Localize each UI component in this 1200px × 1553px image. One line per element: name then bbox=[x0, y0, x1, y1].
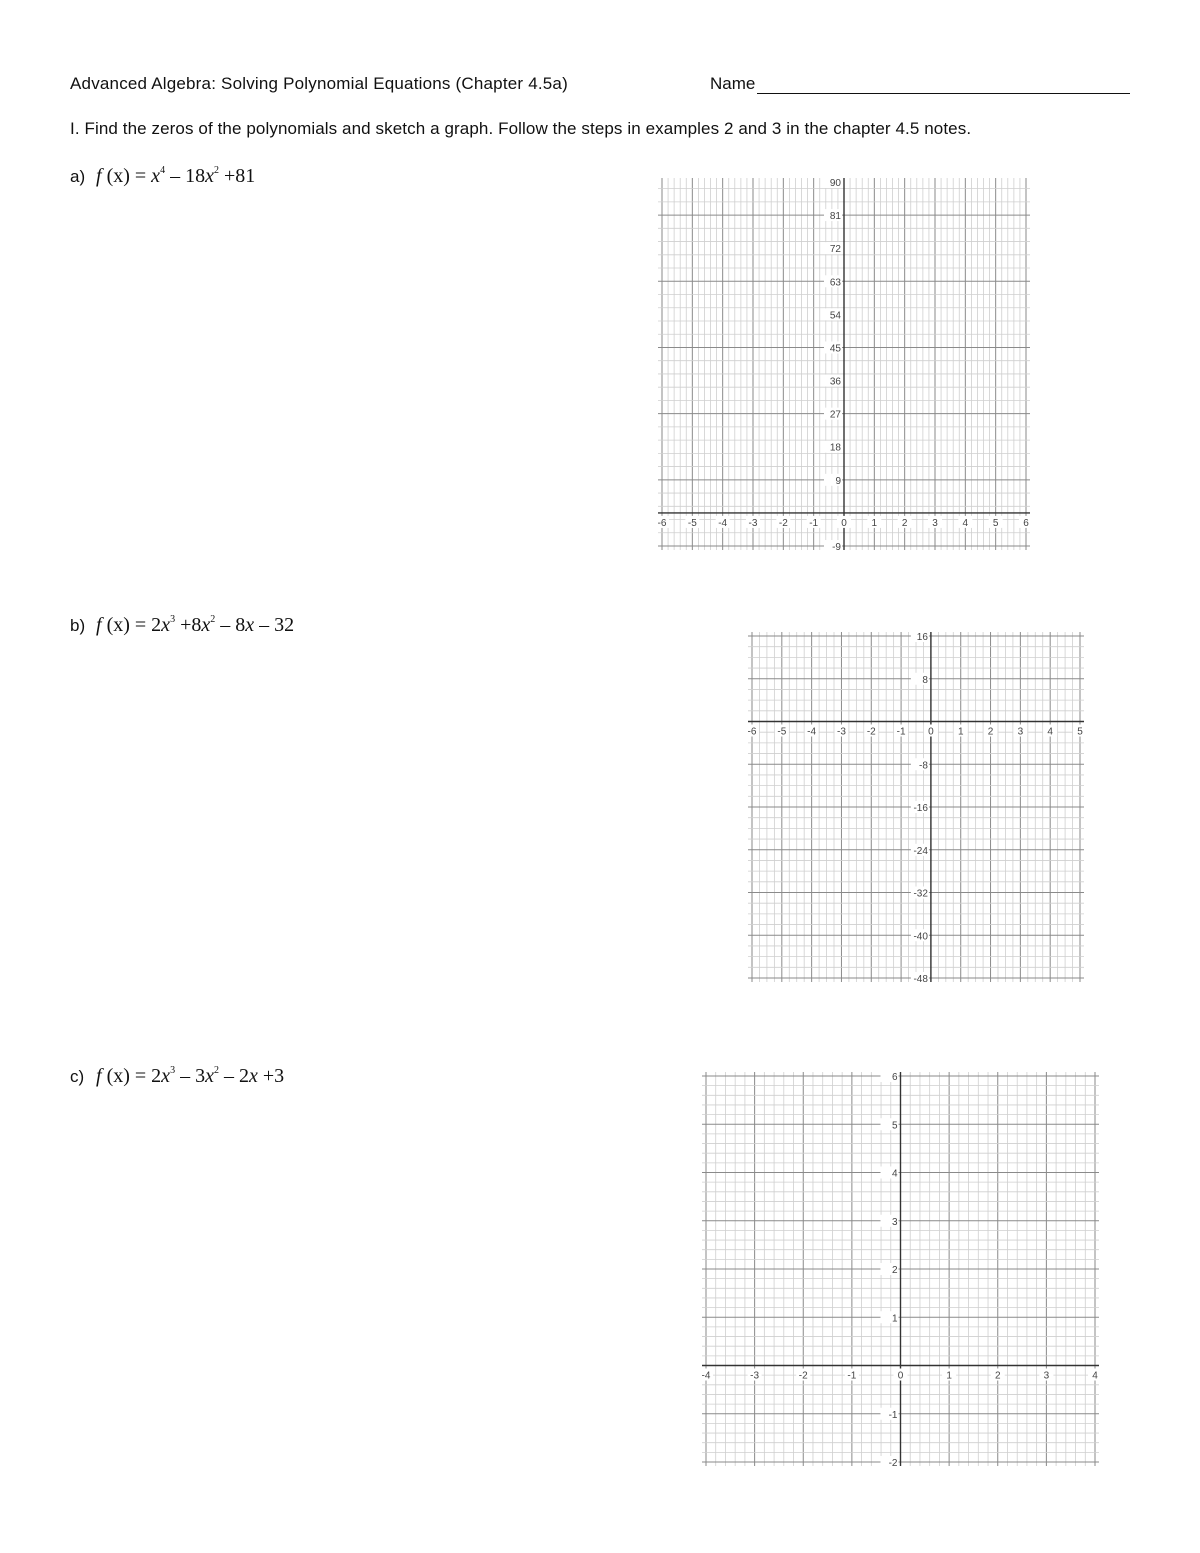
equals-sign: = bbox=[134, 614, 147, 636]
problem-a bbox=[70, 165, 255, 188]
exponent: 2 bbox=[213, 165, 219, 176]
equation bbox=[96, 1065, 284, 1087]
name-field[interactable] bbox=[710, 74, 1130, 94]
y-tick-label: -2 bbox=[888, 1458, 898, 1466]
equation-term: 2 bbox=[151, 614, 162, 636]
instructions: I. Find the zeros of the polynomials and sketch a graph. Follow the steps in examples 2 and 3 in the chapter 4.5 notes. bbox=[70, 119, 972, 138]
x-tick-label: 0 bbox=[841, 517, 847, 529]
x-tick-label: 1 bbox=[946, 1370, 952, 1382]
x-tick-label: 5 bbox=[1077, 726, 1083, 738]
graph-a-grid[interactable] bbox=[658, 178, 1030, 550]
y-tick-label: -24 bbox=[913, 845, 928, 857]
x-tick-label: -4 bbox=[718, 517, 728, 529]
name-label: Name bbox=[710, 74, 756, 93]
y-tick-label: 9 bbox=[835, 475, 841, 487]
x-tick-label: -3 bbox=[750, 1370, 760, 1382]
equation-term: x bbox=[161, 1065, 171, 1087]
graph-b-grid[interactable] bbox=[748, 632, 1084, 982]
y-tick-label: 18 bbox=[829, 442, 841, 454]
problem-b bbox=[70, 614, 294, 637]
equation-term: +3 bbox=[257, 1065, 285, 1087]
exponent: 2 bbox=[210, 614, 216, 625]
x-tick-label: 4 bbox=[1092, 1370, 1098, 1382]
problem-label: b) bbox=[70, 616, 86, 635]
y-tick-label: -9 bbox=[832, 542, 841, 550]
equation-term: x bbox=[201, 614, 211, 636]
y-tick-label: 27 bbox=[829, 409, 841, 421]
function-argument: (x) bbox=[101, 165, 135, 187]
y-tick-label: 6 bbox=[891, 1072, 898, 1083]
x-tick-label: 5 bbox=[992, 517, 999, 529]
worksheet-header bbox=[70, 74, 1130, 100]
y-tick-label: 1 bbox=[891, 1313, 898, 1325]
x-tick-label: -1 bbox=[809, 517, 819, 529]
x-tick-label: -2 bbox=[866, 726, 876, 738]
y-tick-label: 5 bbox=[891, 1120, 898, 1132]
equation-term: x bbox=[161, 614, 171, 636]
x-tick-label: 2 bbox=[987, 726, 994, 738]
equation-term: +81 bbox=[218, 165, 256, 187]
x-tick-label: 3 bbox=[932, 517, 938, 529]
name-blank-line[interactable] bbox=[757, 75, 1130, 94]
y-tick-label: 4 bbox=[891, 1168, 898, 1180]
equation-term: +8 bbox=[175, 614, 202, 636]
x-tick-label: -3 bbox=[748, 517, 758, 529]
y-tick-label: -40 bbox=[913, 931, 928, 943]
y-tick-label: 45 bbox=[829, 343, 841, 355]
exponent: 4 bbox=[160, 165, 166, 176]
x-tick-label: 2 bbox=[994, 1370, 1001, 1382]
worksheet-title: Advanced Algebra: Solving Polynomial Equations (Chapter 4.5a) bbox=[70, 74, 568, 93]
x-tick-label: 3 bbox=[1017, 726, 1024, 738]
equation-term: – 3 bbox=[175, 1065, 206, 1087]
x-tick-label: -3 bbox=[837, 726, 846, 738]
y-tick-label: 8 bbox=[922, 674, 928, 686]
y-tick-label: -1 bbox=[888, 1409, 898, 1421]
function-name: f bbox=[96, 614, 102, 636]
equation-term: x bbox=[205, 1065, 214, 1087]
equation-term: x bbox=[151, 165, 161, 187]
graph-c[interactable] bbox=[702, 1072, 1099, 1466]
x-tick-label: 1 bbox=[871, 517, 878, 529]
y-tick-label: -32 bbox=[913, 888, 928, 900]
x-tick-label: -1 bbox=[847, 1370, 857, 1382]
x-tick-label: -1 bbox=[896, 726, 906, 738]
graph-a[interactable] bbox=[658, 178, 1030, 550]
y-tick-label: 90 bbox=[829, 178, 841, 189]
equation-term: – 32 bbox=[254, 614, 295, 636]
x-tick-label: 0 bbox=[897, 1370, 904, 1382]
graph-b[interactable] bbox=[748, 632, 1084, 982]
y-tick-label: 16 bbox=[916, 632, 928, 643]
y-tick-label: 36 bbox=[829, 376, 841, 388]
x-tick-label: -2 bbox=[778, 517, 788, 529]
x-tick-label: 4 bbox=[962, 517, 969, 529]
equation bbox=[96, 614, 294, 636]
x-tick-label: 3 bbox=[1043, 1370, 1050, 1382]
exponent: 3 bbox=[170, 1065, 176, 1076]
y-tick-label: -48 bbox=[913, 974, 928, 982]
y-tick-label: 63 bbox=[829, 277, 841, 289]
x-tick-label: 6 bbox=[1023, 517, 1029, 529]
x-tick-label: -5 bbox=[777, 726, 787, 738]
y-tick-label: -8 bbox=[919, 760, 928, 772]
y-tick-label: -16 bbox=[913, 803, 928, 814]
x-tick-label: -4 bbox=[702, 1370, 711, 1382]
x-tick-label: -6 bbox=[748, 726, 757, 738]
problem-c bbox=[70, 1065, 284, 1088]
equation-term: x bbox=[248, 1065, 258, 1087]
x-tick-label: -5 bbox=[687, 517, 697, 529]
function-name: f bbox=[96, 1065, 102, 1087]
y-tick-label: 54 bbox=[829, 310, 841, 322]
y-tick-label: 2 bbox=[891, 1265, 898, 1276]
equation-term: – 18 bbox=[165, 165, 206, 187]
function-argument: (x) bbox=[101, 1065, 135, 1087]
x-tick-label: -2 bbox=[798, 1370, 808, 1382]
x-tick-label: 4 bbox=[1047, 726, 1053, 738]
equals-sign: = bbox=[134, 165, 147, 187]
equals-sign: = bbox=[134, 1065, 147, 1087]
equation bbox=[96, 165, 255, 187]
y-tick-label: 3 bbox=[891, 1216, 898, 1228]
equation-term: – 2 bbox=[218, 1065, 249, 1087]
equation-term: x bbox=[205, 165, 214, 187]
equation-term: x bbox=[245, 614, 255, 636]
exponent: 3 bbox=[170, 614, 176, 625]
problem-label: a) bbox=[70, 167, 86, 186]
function-argument: (x) bbox=[101, 614, 135, 636]
function-name: f bbox=[96, 165, 102, 187]
x-tick-label: -6 bbox=[658, 517, 667, 529]
y-tick-label: 72 bbox=[829, 244, 841, 256]
x-tick-label: -4 bbox=[807, 726, 817, 738]
exponent: 2 bbox=[213, 1065, 219, 1076]
x-tick-label: 1 bbox=[957, 726, 964, 738]
y-tick-label: 81 bbox=[829, 211, 841, 223]
equation-term: 2 bbox=[151, 1065, 162, 1087]
equation-term: – 8 bbox=[215, 614, 246, 636]
problem-label: c) bbox=[70, 1067, 85, 1086]
x-tick-label: 0 bbox=[928, 726, 934, 738]
x-tick-label: 2 bbox=[901, 517, 908, 529]
graph-c-grid[interactable] bbox=[702, 1072, 1099, 1466]
